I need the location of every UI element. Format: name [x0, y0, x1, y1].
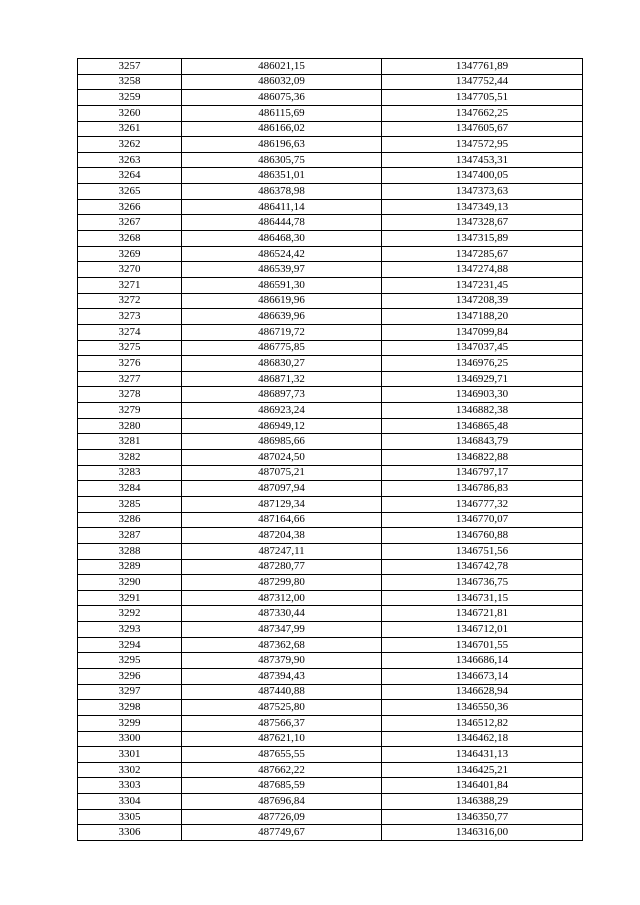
table-row: [78, 512, 583, 528]
x-coordinate-cell: 486949,12: [182, 418, 382, 434]
x-coordinate-cell: 486468,30: [182, 231, 382, 247]
y-coordinate-cell: 1346316,00: [382, 825, 583, 841]
y-coordinate-cell: 1346431,13: [382, 747, 583, 763]
point-number-cell: 3295: [78, 653, 182, 669]
x-coordinate-cell: 486166,02: [182, 121, 382, 137]
point-number-cell: 3301: [78, 747, 182, 763]
point-number-cell: 3283: [78, 465, 182, 481]
point-number-cell: 3260: [78, 105, 182, 121]
y-coordinate-cell: 1346786,83: [382, 481, 583, 497]
table-row: [78, 700, 583, 716]
x-coordinate-cell: 487662,22: [182, 762, 382, 778]
point-number-cell: 3300: [78, 731, 182, 747]
table-row: [78, 293, 583, 309]
table-row: [78, 575, 583, 591]
point-number-cell: 3266: [78, 199, 182, 215]
table-row: [78, 246, 583, 262]
point-number-cell: 3303: [78, 778, 182, 794]
x-coordinate-cell: 486075,36: [182, 90, 382, 106]
table-row: [78, 418, 583, 434]
point-number-cell: 3293: [78, 622, 182, 638]
table-row: [78, 637, 583, 653]
x-coordinate-cell: 487394,43: [182, 668, 382, 684]
table-row: [78, 528, 583, 544]
x-coordinate-cell: 487347,99: [182, 622, 382, 638]
y-coordinate-cell: 1347037,45: [382, 340, 583, 356]
table-row: [78, 434, 583, 450]
table-row: [78, 747, 583, 763]
y-coordinate-cell: 1346425,21: [382, 762, 583, 778]
point-number-cell: 3272: [78, 293, 182, 309]
point-number-cell: 3294: [78, 637, 182, 653]
point-number-cell: 3296: [78, 668, 182, 684]
y-coordinate-cell: 1346512,82: [382, 715, 583, 731]
point-number-cell: 3279: [78, 403, 182, 419]
point-number-cell: 3299: [78, 715, 182, 731]
y-coordinate-cell: 1347231,45: [382, 277, 583, 293]
y-coordinate-cell: 1346903,30: [382, 387, 583, 403]
x-coordinate-cell: 486444,78: [182, 215, 382, 231]
table-row: [78, 105, 583, 121]
point-number-cell: 3306: [78, 825, 182, 841]
x-coordinate-cell: 487204,38: [182, 528, 382, 544]
x-coordinate-cell: 487330,44: [182, 606, 382, 622]
point-number-cell: 3277: [78, 371, 182, 387]
x-coordinate-cell: 486411,14: [182, 199, 382, 215]
x-coordinate-cell: 487685,59: [182, 778, 382, 794]
point-number-cell: 3298: [78, 700, 182, 716]
table-row: [78, 340, 583, 356]
x-coordinate-cell: 486021,15: [182, 59, 382, 75]
x-coordinate-cell: 487247,11: [182, 543, 382, 559]
y-coordinate-cell: 1346751,56: [382, 543, 583, 559]
x-coordinate-cell: 486196,63: [182, 137, 382, 153]
x-coordinate-cell: 486775,85: [182, 340, 382, 356]
x-coordinate-cell: 487362,68: [182, 637, 382, 653]
y-coordinate-cell: 1346777,32: [382, 496, 583, 512]
x-coordinate-cell: 487379,90: [182, 653, 382, 669]
point-number-cell: 3286: [78, 512, 182, 528]
point-number-cell: 3273: [78, 309, 182, 325]
table-row: [78, 606, 583, 622]
y-coordinate-cell: 1347373,63: [382, 184, 583, 200]
y-coordinate-cell: 1346712,01: [382, 622, 583, 638]
table-row: [78, 481, 583, 497]
y-coordinate-cell: 1346388,29: [382, 794, 583, 810]
x-coordinate-cell: 486591,30: [182, 277, 382, 293]
x-coordinate-cell: 486639,96: [182, 309, 382, 325]
point-number-cell: 3304: [78, 794, 182, 810]
table-row: [78, 121, 583, 137]
y-coordinate-cell: 1347761,89: [382, 59, 583, 75]
y-coordinate-cell: 1346721,81: [382, 606, 583, 622]
point-number-cell: 3297: [78, 684, 182, 700]
x-coordinate-cell: 486305,75: [182, 152, 382, 168]
table-row: [78, 371, 583, 387]
x-coordinate-cell: 487440,88: [182, 684, 382, 700]
x-coordinate-cell: 487655,55: [182, 747, 382, 763]
y-coordinate-cell: 1347605,67: [382, 121, 583, 137]
x-coordinate-cell: 486923,24: [182, 403, 382, 419]
table-row: [78, 825, 583, 841]
table-row: [78, 262, 583, 278]
table-row: [78, 356, 583, 372]
y-coordinate-cell: 1347208,39: [382, 293, 583, 309]
point-number-cell: 3278: [78, 387, 182, 403]
point-number-cell: 3284: [78, 481, 182, 497]
x-coordinate-cell: 486719,72: [182, 324, 382, 340]
coordinates-table-body: [78, 59, 583, 841]
x-coordinate-cell: 486619,96: [182, 293, 382, 309]
x-coordinate-cell: 487749,67: [182, 825, 382, 841]
y-coordinate-cell: 1346865,48: [382, 418, 583, 434]
y-coordinate-cell: 1346686,14: [382, 653, 583, 669]
point-number-cell: 3265: [78, 184, 182, 200]
y-coordinate-cell: 1346701,55: [382, 637, 583, 653]
x-coordinate-cell: 487726,09: [182, 809, 382, 825]
x-coordinate-cell: 487299,80: [182, 575, 382, 591]
y-coordinate-cell: 1346350,77: [382, 809, 583, 825]
table-row: [78, 559, 583, 575]
table-row: [78, 590, 583, 606]
point-number-cell: 3274: [78, 324, 182, 340]
table-row: [78, 309, 583, 325]
y-coordinate-cell: 1347349,13: [382, 199, 583, 215]
y-coordinate-cell: 1346462,18: [382, 731, 583, 747]
point-number-cell: 3305: [78, 809, 182, 825]
point-number-cell: 3290: [78, 575, 182, 591]
point-number-cell: 3282: [78, 450, 182, 466]
x-coordinate-cell: 487525,80: [182, 700, 382, 716]
table-row: [78, 684, 583, 700]
point-number-cell: 3302: [78, 762, 182, 778]
y-coordinate-cell: 1346673,14: [382, 668, 583, 684]
point-number-cell: 3287: [78, 528, 182, 544]
table-row: [78, 622, 583, 638]
x-coordinate-cell: 487024,50: [182, 450, 382, 466]
y-coordinate-cell: 1347274,88: [382, 262, 583, 278]
point-number-cell: 3275: [78, 340, 182, 356]
point-number-cell: 3264: [78, 168, 182, 184]
x-coordinate-cell: 486351,01: [182, 168, 382, 184]
table-row: [78, 762, 583, 778]
point-number-cell: 3276: [78, 356, 182, 372]
table-row: [78, 809, 583, 825]
x-coordinate-cell: 486115,69: [182, 105, 382, 121]
point-number-cell: 3285: [78, 496, 182, 512]
point-number-cell: 3288: [78, 543, 182, 559]
y-coordinate-cell: 1347453,31: [382, 152, 583, 168]
y-coordinate-cell: 1346822,88: [382, 450, 583, 466]
y-coordinate-cell: 1347400,05: [382, 168, 583, 184]
point-number-cell: 3271: [78, 277, 182, 293]
table-row: [78, 168, 583, 184]
y-coordinate-cell: 1346770,07: [382, 512, 583, 528]
x-coordinate-cell: 486985,66: [182, 434, 382, 450]
table-row: [78, 184, 583, 200]
y-coordinate-cell: 1346731,15: [382, 590, 583, 606]
x-coordinate-cell: 486539,97: [182, 262, 382, 278]
point-number-cell: 3258: [78, 74, 182, 90]
y-coordinate-cell: 1347662,25: [382, 105, 583, 121]
y-coordinate-cell: 1346401,84: [382, 778, 583, 794]
y-coordinate-cell: 1346550,36: [382, 700, 583, 716]
point-number-cell: 3269: [78, 246, 182, 262]
y-coordinate-cell: 1346976,25: [382, 356, 583, 372]
table-row: [78, 496, 583, 512]
y-coordinate-cell: 1346797,17: [382, 465, 583, 481]
x-coordinate-cell: 487097,94: [182, 481, 382, 497]
point-number-cell: 3292: [78, 606, 182, 622]
x-coordinate-cell: 487280,77: [182, 559, 382, 575]
x-coordinate-cell: 487566,37: [182, 715, 382, 731]
x-coordinate-cell: 487696,84: [182, 794, 382, 810]
point-number-cell: 3261: [78, 121, 182, 137]
table-row: [78, 731, 583, 747]
y-coordinate-cell: 1346882,38: [382, 403, 583, 419]
y-coordinate-cell: 1346760,88: [382, 528, 583, 544]
point-number-cell: 3263: [78, 152, 182, 168]
y-coordinate-cell: 1346628,94: [382, 684, 583, 700]
y-coordinate-cell: 1346929,71: [382, 371, 583, 387]
y-coordinate-cell: 1347315,89: [382, 231, 583, 247]
table-row: [78, 59, 583, 75]
x-coordinate-cell: 487164,66: [182, 512, 382, 528]
y-coordinate-cell: 1347572,95: [382, 137, 583, 153]
table-row: [78, 387, 583, 403]
table-row: [78, 465, 583, 481]
point-number-cell: 3257: [78, 59, 182, 75]
x-coordinate-cell: 486871,32: [182, 371, 382, 387]
table-row: [78, 794, 583, 810]
y-coordinate-cell: 1346736,75: [382, 575, 583, 591]
x-coordinate-cell: 486897,73: [182, 387, 382, 403]
table-row: [78, 152, 583, 168]
y-coordinate-cell: 1347099,84: [382, 324, 583, 340]
point-number-cell: 3262: [78, 137, 182, 153]
table-row: [78, 324, 583, 340]
x-coordinate-cell: 487129,34: [182, 496, 382, 512]
y-coordinate-cell: 1346843,79: [382, 434, 583, 450]
point-number-cell: 3267: [78, 215, 182, 231]
y-coordinate-cell: 1347328,67: [382, 215, 583, 231]
table-row: [78, 90, 583, 106]
x-coordinate-cell: 486032,09: [182, 74, 382, 90]
table-row: [78, 653, 583, 669]
table-row: [78, 543, 583, 559]
coordinates-table: [77, 58, 583, 841]
table-row: [78, 403, 583, 419]
table-row: [78, 668, 583, 684]
table-row: [78, 231, 583, 247]
y-coordinate-cell: 1347285,67: [382, 246, 583, 262]
y-coordinate-cell: 1346742,78: [382, 559, 583, 575]
x-coordinate-cell: 487621,10: [182, 731, 382, 747]
x-coordinate-cell: 486524,42: [182, 246, 382, 262]
table-row: [78, 137, 583, 153]
x-coordinate-cell: 487312,00: [182, 590, 382, 606]
point-number-cell: 3289: [78, 559, 182, 575]
table-row: [78, 778, 583, 794]
y-coordinate-cell: 1347188,20: [382, 309, 583, 325]
point-number-cell: 3259: [78, 90, 182, 106]
point-number-cell: 3291: [78, 590, 182, 606]
point-number-cell: 3270: [78, 262, 182, 278]
y-coordinate-cell: 1347752,44: [382, 74, 583, 90]
point-number-cell: 3281: [78, 434, 182, 450]
table-row: [78, 715, 583, 731]
point-number-cell: 3280: [78, 418, 182, 434]
table-row: [78, 215, 583, 231]
point-number-cell: 3268: [78, 231, 182, 247]
y-coordinate-cell: 1347705,51: [382, 90, 583, 106]
x-coordinate-cell: 486378,98: [182, 184, 382, 200]
table-row: [78, 199, 583, 215]
x-coordinate-cell: 487075,21: [182, 465, 382, 481]
x-coordinate-cell: 486830,27: [182, 356, 382, 372]
table-row: [78, 450, 583, 466]
table-row: [78, 277, 583, 293]
table-row: [78, 74, 583, 90]
